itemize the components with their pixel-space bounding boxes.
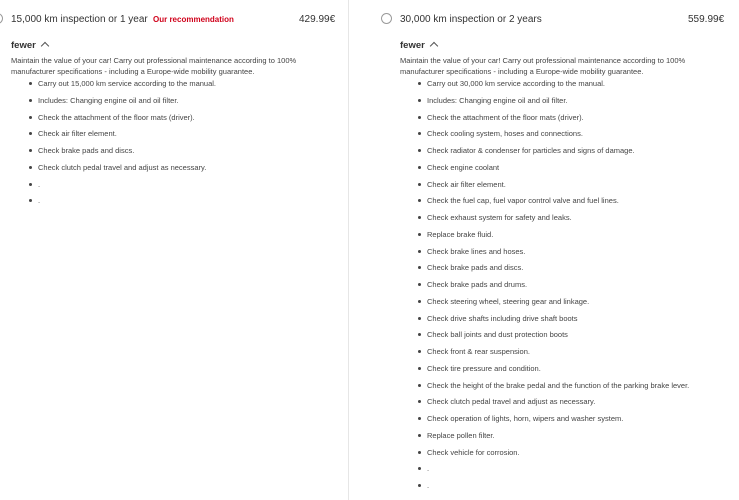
option-title[interactable]: 15,000 km inspection or 1 year — [11, 14, 148, 25]
bullet-icon — [418, 266, 421, 269]
service-item — [400, 346, 730, 357]
bullet-icon — [418, 199, 421, 202]
service-item-text: Check cooling system, hoses and connections. — [427, 129, 583, 139]
bullet-icon — [418, 400, 421, 403]
service-item — [400, 78, 730, 89]
fewer-label: fewer — [400, 40, 425, 51]
bullet-icon — [418, 82, 421, 85]
service-item — [400, 195, 730, 206]
service-item-text: Check exhaust system for safety and leaks. — [427, 213, 572, 222]
service-item — [400, 363, 730, 374]
service-item — [11, 145, 341, 156]
bullet-icon — [418, 350, 421, 353]
bullet-icon — [29, 132, 32, 135]
option-card-30000 — [379, 0, 739, 500]
service-item — [400, 313, 730, 324]
chevron-up-icon — [430, 42, 438, 50]
service-item — [11, 112, 341, 123]
option-card-15000 — [0, 0, 349, 500]
bullet-icon — [418, 216, 421, 219]
option-description: Maintain the value of your car! Carry out professional maintenance according to 100% manufacturer specifications - including a Europe-wide mobility guarantee. — [11, 56, 297, 76]
fewer-toggle[interactable] — [11, 40, 48, 51]
service-item-text: Includes: Changing engine oil and oil filter. — [427, 95, 568, 105]
service-item-text: Check clutch pedal travel and adjust as necessary. — [38, 162, 207, 172]
service-item — [400, 279, 730, 290]
service-item — [400, 480, 730, 491]
service-item — [11, 95, 341, 106]
bullet-icon — [418, 434, 421, 437]
bullet-icon — [418, 467, 421, 470]
bullet-icon — [418, 384, 421, 387]
service-item-text: Check front & rear suspension. — [427, 347, 530, 356]
service-item-text: Check ball joints and dust protection boots — [427, 330, 568, 340]
service-item-text: Check drive shafts including drive shaft boots — [427, 313, 578, 323]
service-item — [400, 95, 730, 106]
recommendation-badge: Our recommendation — [153, 15, 234, 24]
bullet-icon — [29, 166, 32, 169]
bullet-icon — [418, 166, 421, 169]
service-item — [400, 112, 730, 123]
service-item-text: . — [38, 179, 41, 189]
bullet-icon — [418, 233, 421, 236]
service-item-text: Check brake pads and discs. — [427, 263, 524, 273]
service-item — [11, 78, 341, 89]
service-list — [11, 78, 341, 212]
bullet-icon — [418, 417, 421, 420]
service-item-text: . — [427, 464, 430, 474]
service-list — [400, 78, 730, 497]
service-item — [400, 229, 730, 240]
service-item — [400, 246, 730, 257]
option-title[interactable]: 30,000 km inspection or 2 years — [400, 14, 542, 25]
service-item — [400, 396, 730, 407]
service-item — [400, 430, 730, 441]
service-item — [400, 413, 730, 424]
bullet-icon — [29, 199, 32, 202]
service-item-text: Check radiator & condenser for particles and signs of damage. — [427, 146, 635, 155]
option-radio-15000[interactable] — [0, 13, 3, 24]
bullet-icon — [418, 367, 421, 370]
service-item — [400, 179, 730, 190]
bullet-icon — [418, 484, 421, 487]
fewer-label: fewer — [11, 40, 36, 51]
service-item-text: Check air filter element. — [38, 129, 117, 139]
bullet-icon — [29, 116, 32, 119]
service-item — [11, 128, 341, 139]
service-item — [400, 212, 730, 223]
service-item — [400, 329, 730, 340]
service-item — [400, 380, 730, 391]
bullet-icon — [29, 149, 32, 152]
option-radio-30000[interactable] — [381, 13, 392, 24]
option-header[interactable] — [0, 0, 348, 40]
bullet-icon — [418, 99, 421, 102]
service-item-text: Check the attachment of the floor mats (driver). — [38, 112, 195, 122]
bullet-icon — [29, 183, 32, 186]
service-item-text: Check tire pressure and condition. — [427, 363, 541, 373]
option-header[interactable] — [379, 0, 739, 40]
service-item-text: Check brake pads and drums. — [427, 280, 528, 289]
service-item-text: Check clutch pedal travel and adjust as necessary. — [427, 397, 596, 407]
option-price: 559.99€ — [688, 14, 725, 25]
bullet-icon — [418, 333, 421, 336]
bullet-icon — [418, 451, 421, 454]
service-item-text: Replace pollen filter. — [427, 430, 495, 440]
fewer-toggle[interactable] — [400, 40, 437, 51]
service-item — [400, 162, 730, 173]
service-item-text: Check air filter element. — [427, 179, 506, 189]
service-item — [400, 262, 730, 273]
bullet-icon — [418, 283, 421, 286]
service-item-text: Includes: Changing engine oil and oil filter. — [38, 95, 179, 105]
service-item-text: . — [38, 196, 41, 206]
service-item-text: Check brake lines and hoses. — [427, 246, 526, 256]
service-item-text: Check brake pads and discs. — [38, 146, 135, 155]
service-item — [400, 128, 730, 139]
service-item — [400, 145, 730, 156]
service-item-text: Carry out 30,000 km service according to the manual. — [427, 79, 606, 88]
service-item-text: Check engine coolant — [427, 162, 500, 172]
bullet-icon — [418, 317, 421, 320]
service-item — [11, 162, 341, 173]
option-price: 429.99€ — [299, 14, 336, 25]
service-item-text: Replace brake fluid. — [427, 229, 494, 239]
bullet-icon — [418, 183, 421, 186]
service-item — [400, 463, 730, 474]
bullet-icon — [418, 250, 421, 253]
bullet-icon — [418, 300, 421, 303]
service-item — [400, 447, 730, 458]
service-item-text: Carry out 15,000 km service according to the manual. — [38, 79, 217, 88]
service-item — [11, 195, 341, 206]
option-description: Maintain the value of your car! Carry out professional maintenance according to 100% manufacturer specifications - including a Europe-wide mobility guarantee. — [400, 56, 686, 76]
service-item-text: Check vehicle for corrosion. — [427, 447, 520, 457]
service-item-text: Check steering wheel, steering gear and linkage. — [427, 296, 590, 306]
bullet-icon — [418, 149, 421, 152]
service-item-text: . — [427, 481, 430, 490]
bullet-icon — [29, 99, 32, 102]
service-item-text: Check the height of the brake pedal and the function of the parking brake lever. — [427, 380, 690, 390]
bullet-icon — [418, 116, 421, 119]
service-item-text: Check the attachment of the floor mats (driver). — [427, 112, 584, 122]
chevron-up-icon — [41, 42, 49, 50]
service-item — [400, 296, 730, 307]
service-item — [11, 179, 341, 190]
bullet-icon — [29, 82, 32, 85]
bullet-icon — [418, 132, 421, 135]
service-item-text: Check operation of lights, horn, wipers and washer system. — [427, 414, 624, 423]
service-item-text: Check the fuel cap, fuel vapor control valve and fuel lines. — [427, 196, 619, 206]
